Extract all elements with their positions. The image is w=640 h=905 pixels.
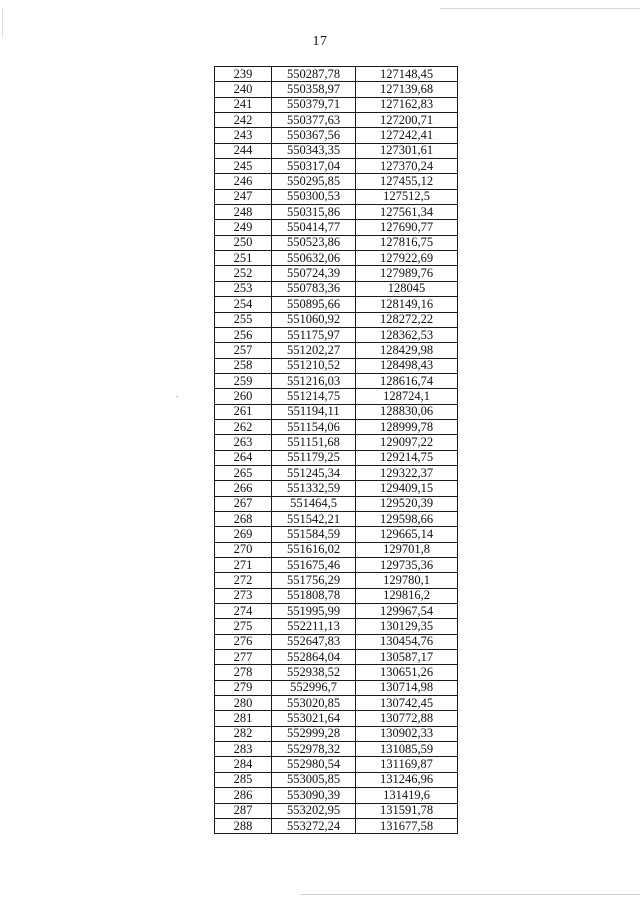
point-number-cell: 259	[215, 373, 272, 388]
point-number-cell: 248	[215, 205, 272, 220]
point-number-cell: 275	[215, 619, 272, 634]
y-coordinate-cell: 129701,8	[356, 542, 458, 557]
y-coordinate-cell: 129322,37	[356, 465, 458, 480]
scan-speck	[176, 396, 178, 397]
x-coordinate-cell: 551995,99	[272, 604, 356, 619]
table-row	[215, 419, 458, 434]
table-row	[215, 634, 458, 649]
table-row	[215, 343, 458, 358]
table-row	[215, 312, 458, 327]
y-coordinate-cell: 127139,68	[356, 82, 458, 97]
x-coordinate-cell: 550343,35	[272, 143, 356, 158]
x-coordinate-cell: 550358,97	[272, 82, 356, 97]
point-number-cell: 278	[215, 665, 272, 680]
x-coordinate-cell: 553005,85	[272, 772, 356, 787]
y-coordinate-cell: 131169,87	[356, 757, 458, 772]
point-number-cell: 266	[215, 481, 272, 496]
y-coordinate-cell: 128724,1	[356, 389, 458, 404]
point-number-cell: 280	[215, 696, 272, 711]
point-number-cell: 246	[215, 174, 272, 189]
y-coordinate-cell: 130714,98	[356, 680, 458, 695]
x-coordinate-cell: 551210,52	[272, 358, 356, 373]
x-coordinate-cell: 551175,97	[272, 327, 356, 342]
page-number: 17	[312, 34, 328, 49]
y-coordinate-cell: 130742,45	[356, 696, 458, 711]
table-row	[215, 542, 458, 557]
table-row	[215, 266, 458, 281]
point-number-cell: 247	[215, 189, 272, 204]
y-coordinate-cell: 129816,2	[356, 588, 458, 603]
point-number-cell: 283	[215, 742, 272, 757]
table-row	[215, 496, 458, 511]
point-number-cell: 254	[215, 297, 272, 312]
x-coordinate-cell: 550295,85	[272, 174, 356, 189]
table-row	[215, 113, 458, 128]
table-row	[215, 788, 458, 803]
y-coordinate-cell: 127200,71	[356, 113, 458, 128]
scan-edge-bottom	[300, 894, 640, 895]
table-row	[215, 588, 458, 603]
point-number-cell: 256	[215, 327, 272, 342]
point-number-cell: 273	[215, 588, 272, 603]
y-coordinate-cell: 130587,17	[356, 650, 458, 665]
y-coordinate-cell: 129409,15	[356, 481, 458, 496]
y-coordinate-cell: 129520,39	[356, 496, 458, 511]
table-row	[215, 619, 458, 634]
y-coordinate-cell: 127816,75	[356, 235, 458, 250]
table-row	[215, 128, 458, 143]
x-coordinate-cell: 551808,78	[272, 588, 356, 603]
point-number-cell: 239	[215, 67, 272, 82]
table-row	[215, 650, 458, 665]
y-coordinate-cell: 128830,06	[356, 404, 458, 419]
x-coordinate-cell: 552978,32	[272, 742, 356, 757]
point-number-cell: 253	[215, 281, 272, 296]
x-coordinate-cell: 550895,66	[272, 297, 356, 312]
table-row	[215, 803, 458, 818]
point-number-cell: 262	[215, 419, 272, 434]
point-number-cell: 281	[215, 711, 272, 726]
table-row	[215, 573, 458, 588]
point-number-cell: 288	[215, 818, 272, 833]
x-coordinate-cell: 551151,68	[272, 435, 356, 450]
x-coordinate-cell: 550367,56	[272, 128, 356, 143]
x-coordinate-cell: 552211,13	[272, 619, 356, 634]
point-number-cell: 269	[215, 527, 272, 542]
table-row	[215, 251, 458, 266]
point-number-cell: 271	[215, 558, 272, 573]
point-number-cell: 287	[215, 803, 272, 818]
table-row	[215, 481, 458, 496]
y-coordinate-cell: 128272,22	[356, 312, 458, 327]
table-row	[215, 389, 458, 404]
table-row	[215, 97, 458, 112]
x-coordinate-cell: 551675,46	[272, 558, 356, 573]
coordinates-table-container	[214, 66, 458, 834]
x-coordinate-cell: 551154,06	[272, 419, 356, 434]
y-coordinate-cell: 127370,24	[356, 159, 458, 174]
x-coordinate-cell: 553272,24	[272, 818, 356, 833]
x-coordinate-cell: 553090,39	[272, 788, 356, 803]
table-row	[215, 174, 458, 189]
table-row	[215, 726, 458, 741]
point-number-cell: 244	[215, 143, 272, 158]
y-coordinate-cell: 127561,34	[356, 205, 458, 220]
point-number-cell: 257	[215, 343, 272, 358]
y-coordinate-cell: 131591,78	[356, 803, 458, 818]
table-row	[215, 143, 458, 158]
table-row	[215, 757, 458, 772]
x-coordinate-cell: 551214,75	[272, 389, 356, 404]
x-coordinate-cell: 551216,03	[272, 373, 356, 388]
point-number-cell: 240	[215, 82, 272, 97]
point-number-cell: 241	[215, 97, 272, 112]
x-coordinate-cell: 551542,21	[272, 511, 356, 526]
x-coordinate-cell: 552864,04	[272, 650, 356, 665]
coordinates-table	[214, 66, 458, 834]
table-row	[215, 604, 458, 619]
x-coordinate-cell: 550315,86	[272, 205, 356, 220]
point-number-cell: 265	[215, 465, 272, 480]
table-row	[215, 373, 458, 388]
table-row	[215, 742, 458, 757]
point-number-cell: 252	[215, 266, 272, 281]
table-row	[215, 711, 458, 726]
x-coordinate-cell: 550287,78	[272, 67, 356, 82]
x-coordinate-cell: 551060,92	[272, 312, 356, 327]
x-coordinate-cell: 550300,53	[272, 189, 356, 204]
table-row	[215, 772, 458, 787]
y-coordinate-cell: 130772,88	[356, 711, 458, 726]
x-coordinate-cell: 550379,71	[272, 97, 356, 112]
point-number-cell: 264	[215, 450, 272, 465]
point-number-cell: 260	[215, 389, 272, 404]
point-number-cell: 255	[215, 312, 272, 327]
y-coordinate-cell: 127989,76	[356, 266, 458, 281]
coordinates-table-body	[215, 67, 458, 834]
x-coordinate-cell: 550414,77	[272, 220, 356, 235]
point-number-cell: 285	[215, 772, 272, 787]
x-coordinate-cell: 550523,86	[272, 235, 356, 250]
point-number-cell: 270	[215, 542, 272, 557]
x-coordinate-cell: 550783,36	[272, 281, 356, 296]
y-coordinate-cell: 129967,54	[356, 604, 458, 619]
x-coordinate-cell: 550632,06	[272, 251, 356, 266]
point-number-cell: 282	[215, 726, 272, 741]
table-row	[215, 189, 458, 204]
y-coordinate-cell: 130651,26	[356, 665, 458, 680]
table-row	[215, 297, 458, 312]
x-coordinate-cell: 550377,63	[272, 113, 356, 128]
y-coordinate-cell: 128999,78	[356, 419, 458, 434]
table-row	[215, 665, 458, 680]
point-number-cell: 272	[215, 573, 272, 588]
table-row	[215, 82, 458, 97]
y-coordinate-cell: 128149,16	[356, 297, 458, 312]
point-number-cell: 258	[215, 358, 272, 373]
point-number-cell: 251	[215, 251, 272, 266]
table-row	[215, 465, 458, 480]
y-coordinate-cell: 128616,74	[356, 373, 458, 388]
point-number-cell: 276	[215, 634, 272, 649]
y-coordinate-cell: 128045	[356, 281, 458, 296]
y-coordinate-cell: 129097,22	[356, 435, 458, 450]
point-number-cell: 279	[215, 680, 272, 695]
x-coordinate-cell: 551332,59	[272, 481, 356, 496]
x-coordinate-cell: 551194,11	[272, 404, 356, 419]
table-row	[215, 205, 458, 220]
scan-edge-top	[440, 8, 640, 9]
table-row	[215, 511, 458, 526]
y-coordinate-cell: 131677,58	[356, 818, 458, 833]
y-coordinate-cell: 127148,45	[356, 67, 458, 82]
x-coordinate-cell: 553202,95	[272, 803, 356, 818]
point-number-cell: 263	[215, 435, 272, 450]
x-coordinate-cell: 551245,34	[272, 465, 356, 480]
point-number-cell: 277	[215, 650, 272, 665]
y-coordinate-cell: 127922,69	[356, 251, 458, 266]
y-coordinate-cell: 127455,12	[356, 174, 458, 189]
point-number-cell: 261	[215, 404, 272, 419]
y-coordinate-cell: 129735,36	[356, 558, 458, 573]
y-coordinate-cell: 130129,35	[356, 619, 458, 634]
x-coordinate-cell: 551464,5	[272, 496, 356, 511]
x-coordinate-cell: 551202,27	[272, 343, 356, 358]
y-coordinate-cell: 127301,61	[356, 143, 458, 158]
table-row	[215, 404, 458, 419]
point-number-cell: 243	[215, 128, 272, 143]
table-row	[215, 327, 458, 342]
table-row	[215, 67, 458, 82]
table-row	[215, 818, 458, 833]
x-coordinate-cell: 550724,39	[272, 266, 356, 281]
x-coordinate-cell: 551756,29	[272, 573, 356, 588]
y-coordinate-cell: 127162,83	[356, 97, 458, 112]
point-number-cell: 245	[215, 159, 272, 174]
point-number-cell: 284	[215, 757, 272, 772]
point-number-cell: 286	[215, 788, 272, 803]
y-coordinate-cell: 131419,6	[356, 788, 458, 803]
x-coordinate-cell: 552980,54	[272, 757, 356, 772]
table-row	[215, 450, 458, 465]
x-coordinate-cell: 551616,02	[272, 542, 356, 557]
table-row	[215, 527, 458, 542]
x-coordinate-cell: 550317,04	[272, 159, 356, 174]
x-coordinate-cell: 551584,59	[272, 527, 356, 542]
table-row	[215, 696, 458, 711]
y-coordinate-cell: 127512,5	[356, 189, 458, 204]
table-row	[215, 281, 458, 296]
y-coordinate-cell: 127690,77	[356, 220, 458, 235]
x-coordinate-cell: 552996,7	[272, 680, 356, 695]
point-number-cell: 274	[215, 604, 272, 619]
x-coordinate-cell: 552938,52	[272, 665, 356, 680]
y-coordinate-cell: 131246,96	[356, 772, 458, 787]
y-coordinate-cell: 129214,75	[356, 450, 458, 465]
y-coordinate-cell: 129665,14	[356, 527, 458, 542]
y-coordinate-cell: 128362,53	[356, 327, 458, 342]
table-row	[215, 680, 458, 695]
point-number-cell: 242	[215, 113, 272, 128]
table-row	[215, 558, 458, 573]
y-coordinate-cell: 130454,76	[356, 634, 458, 649]
y-coordinate-cell: 127242,41	[356, 128, 458, 143]
table-row	[215, 235, 458, 250]
x-coordinate-cell: 552999,28	[272, 726, 356, 741]
y-coordinate-cell: 128498,43	[356, 358, 458, 373]
point-number-cell: 268	[215, 511, 272, 526]
y-coordinate-cell: 129598,66	[356, 511, 458, 526]
y-coordinate-cell: 131085,59	[356, 742, 458, 757]
x-coordinate-cell: 552647,83	[272, 634, 356, 649]
x-coordinate-cell: 551179,25	[272, 450, 356, 465]
table-row	[215, 159, 458, 174]
table-row	[215, 220, 458, 235]
point-number-cell: 249	[215, 220, 272, 235]
x-coordinate-cell: 553021,64	[272, 711, 356, 726]
y-coordinate-cell: 129780,1	[356, 573, 458, 588]
x-coordinate-cell: 553020,85	[272, 696, 356, 711]
y-coordinate-cell: 128429,98	[356, 343, 458, 358]
table-row	[215, 358, 458, 373]
point-number-cell: 250	[215, 235, 272, 250]
table-row	[215, 435, 458, 450]
point-number-cell: 267	[215, 496, 272, 511]
y-coordinate-cell: 130902,33	[356, 726, 458, 741]
